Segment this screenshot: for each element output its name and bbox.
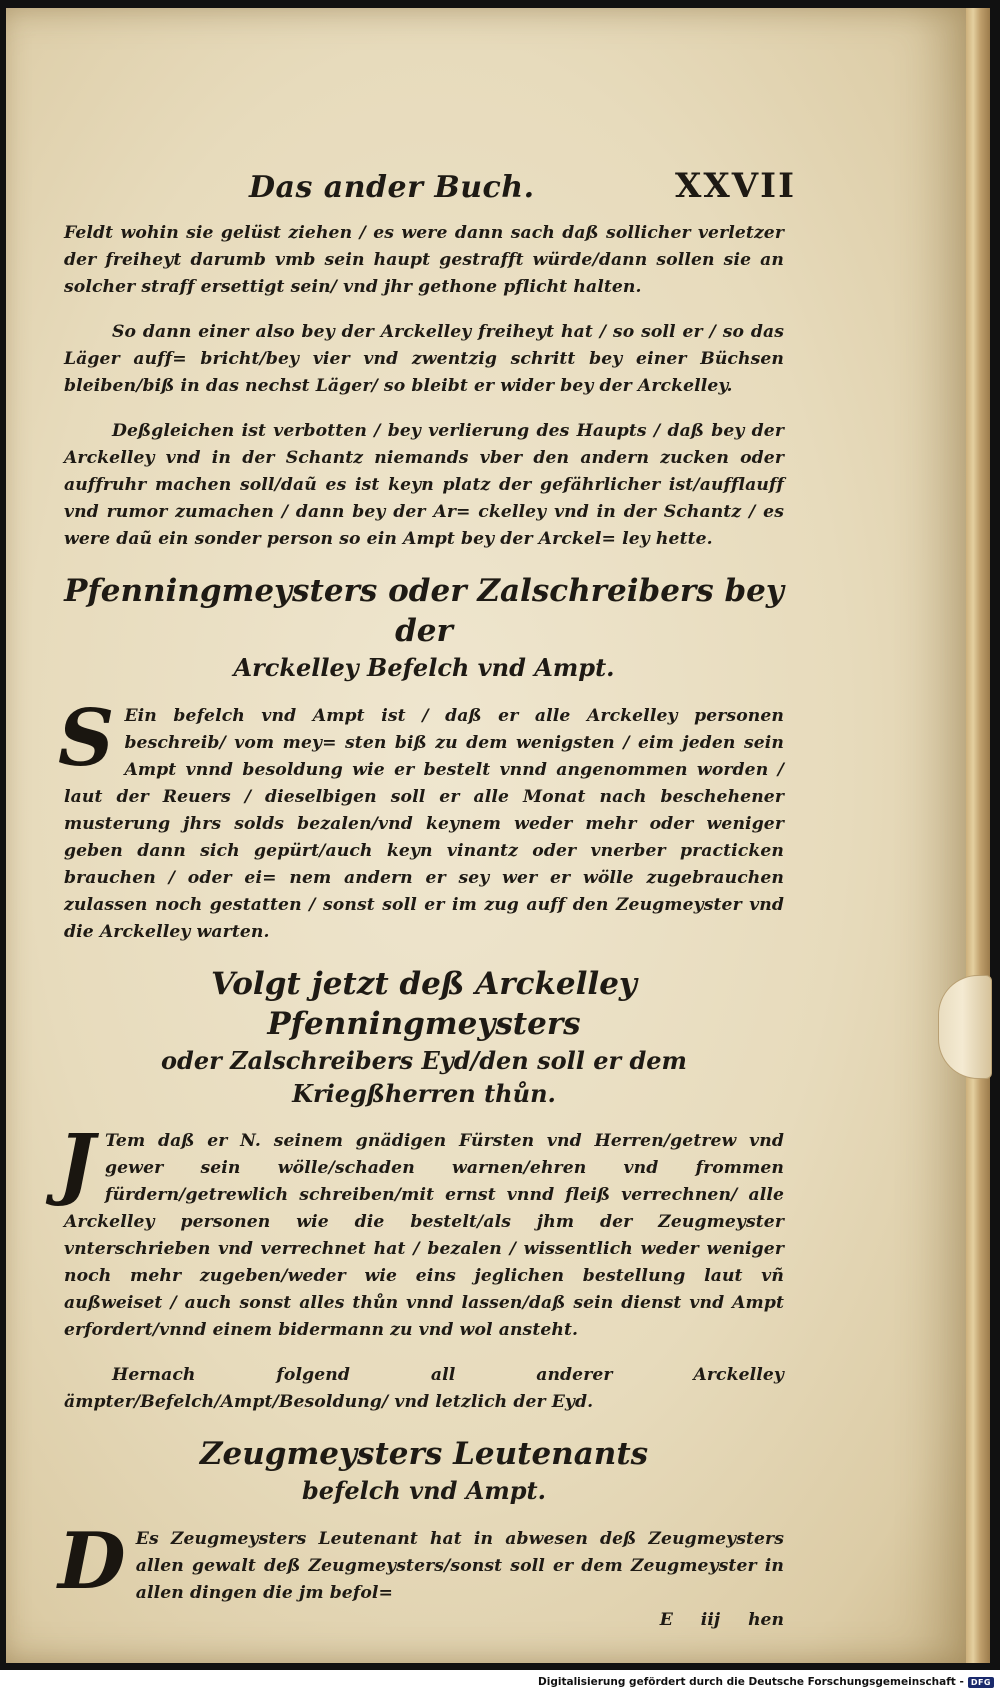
digitization-credit — [538, 1676, 994, 1688]
paragraph-1: Feldt wohin sie gelüst ziehen / es were dann sach daß sollicher verletzer der freiheyt darumb vmb sein haupt gestrafft würde/dann sollen sie an solcher straff ersettigt sein/ vnd jhr gethone pflicht halten. — [64, 223, 784, 297]
page-edge — [966, 8, 990, 1663]
credit-text: Digitalisierung gefördert durch die Deutsche Forschungsgemeinschaft - — [538, 1676, 964, 1688]
section-heading-lieutenant — [64, 1434, 784, 1508]
page-header — [64, 166, 796, 216]
book-clasp — [938, 975, 992, 1079]
lieutenant-paragraph — [58, 1516, 784, 1607]
section-heading-oath — [64, 964, 784, 1110]
paragraph-3: Deßgleichen ist verbotten / bey verlierung des Haupts / daß bey der Arckelley vnd in der Schantz niemands vber den andern zucken oder auffruhr machen soll/daũ es ist keyn platz der gefährlicher ist/aufflauff vnd rumor zumachen / dann bey der Ar= ckelley vnd in der Schantz / es were daũ ein sonder person so ein Ampt bey der Arckel= ley hette. — [64, 421, 784, 549]
dropcap-initial: S — [58, 693, 115, 784]
catchword: hen — [748, 1610, 784, 1630]
section-heading-paymaster — [64, 571, 784, 685]
signature-line — [64, 1607, 784, 1634]
signature-mark: E iij — [659, 1610, 721, 1630]
heading-line: Kriegßherren thůn. — [292, 1079, 556, 1108]
dropcap-initial: D — [58, 1516, 126, 1607]
heading-line: befelch vnd Ampt. — [302, 1476, 546, 1505]
heading-line: Arckelley Befelch vnd Ampt. — [233, 653, 615, 682]
followup-paragraph: Hernach folgend all anderer Arckelley ämpter/Befelch/Ampt/Besoldung/ vnd letzlich der Eyd. — [64, 1365, 784, 1412]
oath-paragraph — [58, 1118, 784, 1344]
paragraph-body: Ein befelch vnd Ampt ist / daß er alle Arckelley personen beschreib/ vom mey= sten biß zu dem wenigsten / eim jeden sein Ampt vnnd besoldung wie er bestelt vnnd angenommen worden / laut der Reuers / dieselbigen soll er alle Monat nach beschehener musterung jhrs solds bezalen/vnd keynem weder mehr oder weniger geben dann sich gepürt/auch keyn vinantz oder vnerber practicken brauchen / oder ei= nem andern er sey wer er wölle zugebrauchen zulassen noch gestatten / sonst soll er im zug auff den Zeugmeyster vnd die Arckelley warten. — [64, 706, 784, 942]
folio-number: XXVII — [675, 166, 796, 206]
paragraph-2: So dann einer also bey der Arckelley freiheyt hat / so soll er / so das Läger auff= bricht/bey vier vnd zwentzig schritt bey einer Büchsen bleiben/biß in das nechst Läger/ so bleibt er wider bey der Arckelley. — [64, 322, 784, 396]
paragraph-body: Es Zeugmeysters Leutenant hat in abwesen deß Zeugmeysters allen gewalt deß Zeugmeysters/sonst soll er dem Zeugmeyster in allen dingen die jm befol= — [135, 1529, 784, 1603]
dfg-logo: DFG — [968, 1677, 994, 1688]
heading-line: Volgt jetzt deß Arckelley Pfenningmeysters — [211, 966, 637, 1042]
page-text-block — [58, 166, 796, 1634]
heading-line: oder Zalschreibers Eyd/den soll er dem — [161, 1046, 687, 1075]
running-head: Das ander Buch. — [249, 170, 535, 205]
dropcap-initial: J — [58, 1118, 96, 1209]
paragraph-body: Tem daß er N. seinem gnädigen Fürsten vnd Herren/getrew vnd gewer sein wölle/schaden warnen/ehren vnd frommen fürdern/getrewlich schreiben/mit ernst vnnd fleiß verrechnen/ alle Arckelley personen wie die bestelt/als jhm der Zeugmeyster vnterschrieben vnd verrechnet hat / bezalen / wissentlich weder weniger noch mehr zugeben/weder wie eins jeglichen bestellung laut vñ außweiset / auch sonst alles thůn vnnd lassen/daß sein dienst vnd Ampt erfordert/vnnd einem bidermann zu vnd wol ansteht. — [64, 1131, 784, 1340]
heading-line: Pfenningmeysters oder Zalschreibers bey der — [64, 573, 784, 649]
heading-line: Zeugmeysters Leutenants — [199, 1436, 649, 1472]
paymaster-paragraph — [58, 693, 784, 946]
